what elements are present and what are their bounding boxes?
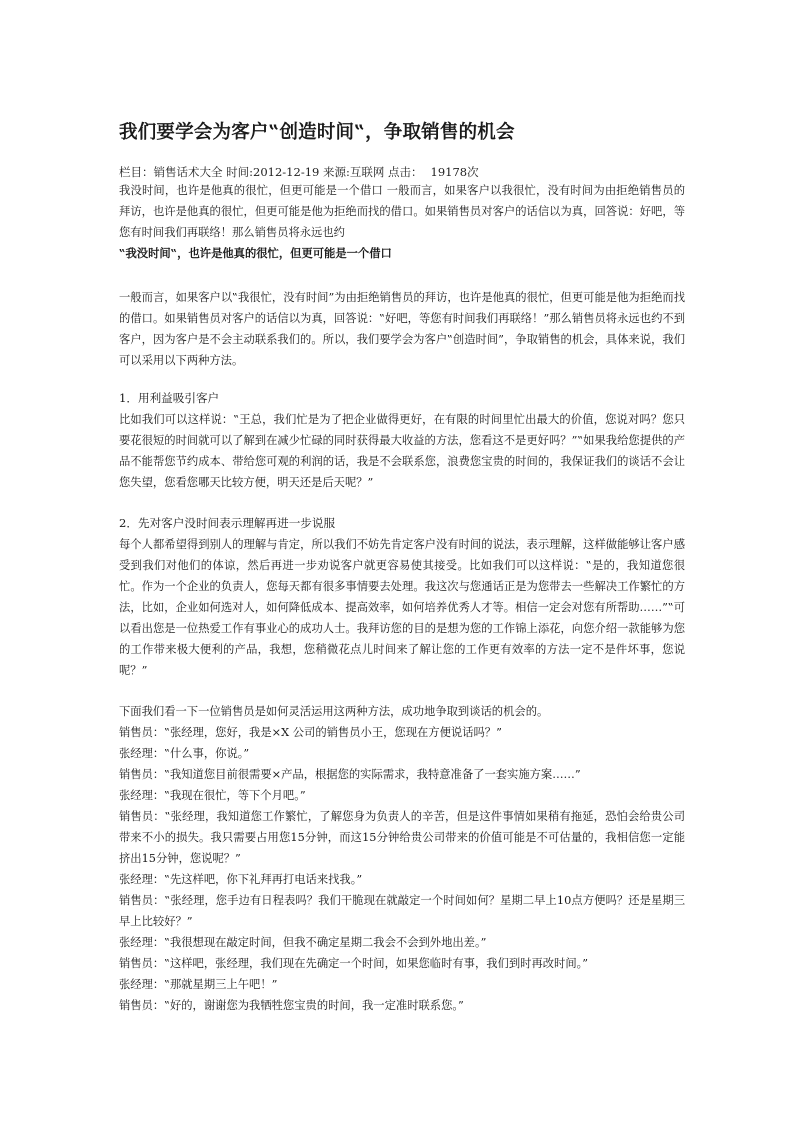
dialog-line: 销售员：‟好的，谢谢您为我牺牲您宝贵的时间，我一定准时联系您。” (119, 999, 464, 1012)
intro-subheading: ‟我没时间‟，也许是他真的很忙，但更可能是一个借口 (119, 246, 392, 260)
dialog-line: 张经理：‟什么事，你说。” (119, 747, 250, 760)
article-meta (119, 164, 685, 180)
dialog-line: 张经理：‟先这样吧，你下礼拜再打电话来找我。” (119, 873, 363, 886)
dialog-line: 销售员：‟张经理，您手边有日程表吗？我们干脆现在就敲定一个时间如何？星期二早上10点方便吗？还是星期三早上比较好？” (119, 894, 685, 928)
section-1-text: 比如我们可以这样说：‟王总，我们忙是为了把企业做得更好，在有限的时间里忙出最大的价值，您说对吗？您只要花很短的时间就可以了解到在减少忙碌的同时获得最大收益的方法，您看这不是更好吗？”‟如果我给您提供的产品不能帮您节约成本、带给您可观的利润的话，我是不会联系您，浪费您宝贵的时间的，我保证我们的谈话不会让您失望，您看您哪天比较方便，明天还是后天呢？” (119, 413, 685, 489)
dialog-line: 张经理：‟我很想现在敲定时间，但我不确定星期二我会不会到外地出差。” (119, 936, 487, 949)
section-2-text: 每个人都希望得到别人的理解与肯定，所以我们不妨先肯定客户没有时间的说法，表示理解，这样做能够让客户感受到我们对他们的体谅，然后再进一步劝说客户就更容易使其接受。比如我们可以这样说：‟是的，我知道您很忙。作为一个企业的负责人，您每天都有很多事情要去处理。我这次与您通话正是为您带去一些解决工作繁忙的方法，比如，企业如何选对人，如何降低成本、提高效率，如何培养优秀人才等。相信一定会对您有所帮助……”‟可以看出您是一位热爱工作有事业心的成功人士。我拜访您的目的是想为您的工作锦上添花，向您介绍一款能够为您的工作带来极大便利的产品，我想，您稍微花点儿时间来了解让您的工作更有效率的方法一定不是件坏事，您说呢？” (119, 538, 685, 677)
dialog-line: 张经理：‟我现在很忙，等下个月吧。” (119, 789, 306, 802)
dialog-line: 张经理：‟那就星期三上午吧！” (119, 978, 278, 991)
dialog-intro: 下面我们看一下一位销售员是如何灵活运用这两种方法，成功地争取到谈话的机会的。 (119, 705, 549, 718)
dialog-line: 销售员：‟我知道您目前很需要×产品，根据您的实际需求，我特意准备了一套实施方案……” (119, 768, 581, 781)
dialog-section (119, 701, 685, 1016)
dialog-line: 销售员：‟张经理，我知道您工作繁忙，了解您身为负责人的辛苦，但是这件事情如果稍有拖延，恐怕会给贵公司带来不小的损失。我只需要占用您15分钟，而这15分钟给贵公司带来的价值可能是不可估量的，我相信您一定能挤出15分钟，您说呢？” (119, 810, 685, 865)
page-title: 我们要学会为客户‟创造时间‟，争取销售的机会 (119, 122, 515, 143)
hit-count: 19178次 (430, 165, 479, 179)
intro-block (119, 180, 685, 264)
dialog-line: 销售员：‟这样吧，张经理，我们现在先确定一个时间，如果您临时有事，我们到时再改时间。” (119, 957, 589, 970)
dialog-line: 销售员：‟张经理，您好，我是×X 公司的销售员小王，您现在方便说话吗？” (119, 726, 502, 739)
intro-paragraph: 我没时间，也许是他真的很忙，但更可能是一个借口 一般而言，如果客户以我很忙，没有时间为由拒绝销售员的拜访，也许是他真的很忙，但更可能是他为拒绝而找的借口。如果销售员对客户的话信以为真，回答说：好吧，等您有时间我们再联络！那么销售员将永远也约 (119, 184, 685, 239)
section-1-heading: 1．用利益吸引客户 (119, 391, 220, 405)
meta-info: 栏目：销售话术大全 时间:2012-12-19 来源:互联网 点击： (119, 165, 423, 179)
paragraph-text: 一般而言，如果客户以‟我很忙，没有时间”为由拒绝销售员的拜访，也许是他真的很忙，但更可能是他为拒绝而找的借口。如果销售员对客户的话信以为真，回答说：‟好吧，等您有时间我们再联络！”那么销售员将永远也约不到客户，因为客户是不会主动联系我们的。所以，我们要学会为客户‟创造时间”，争取销售的机会，具体来说，我们可以采用以下两种方法。 (119, 291, 685, 367)
section-2-heading: 2．先对客户没时间表示理解再进一步说服 (119, 516, 336, 530)
paragraph-1 (119, 287, 685, 371)
